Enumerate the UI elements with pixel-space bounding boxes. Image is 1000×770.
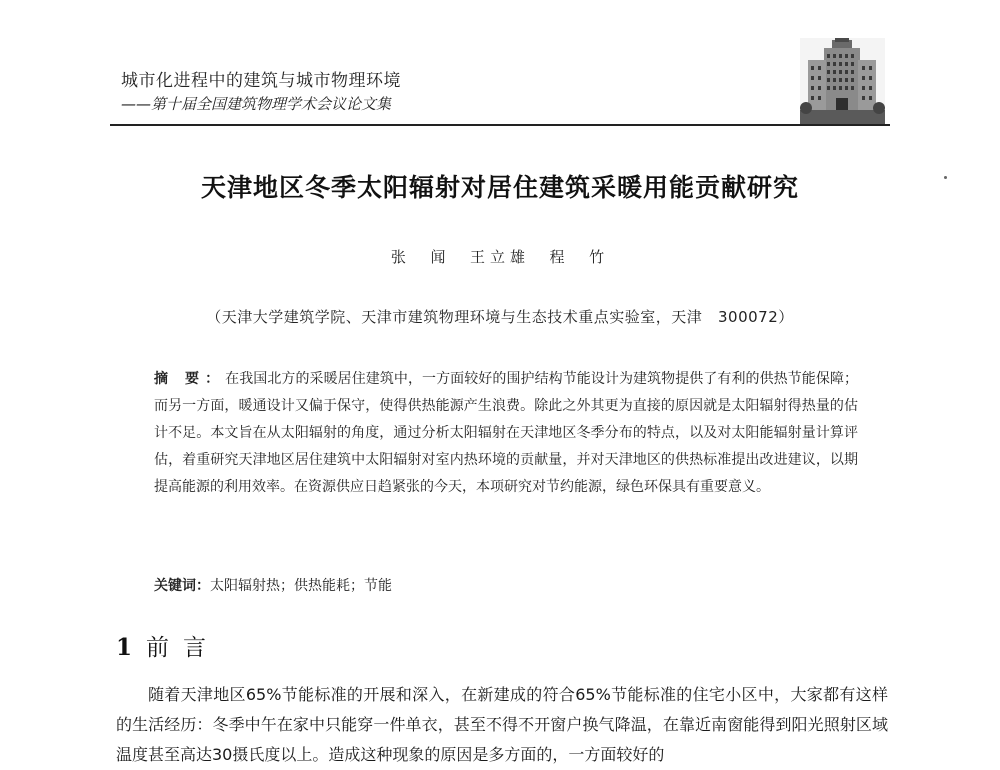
- abstract: [154, 366, 858, 501]
- keywords-label: 关键词：: [154, 578, 210, 594]
- abstract-label: 摘 要：: [154, 371, 226, 387]
- section-body: [116, 680, 888, 770]
- paper-title: 天津地区冬季太阳辐射对居住建筑采暖用能贡献研究: [200, 173, 799, 202]
- building-photo: [800, 38, 885, 124]
- header-divider: [110, 124, 890, 126]
- proceedings-subtitle: ——第十届全国建筑物理学术会议论文集: [121, 95, 392, 113]
- proceedings-title: 城市化进程中的建筑与城市物理环境: [121, 71, 401, 91]
- keywords: [154, 575, 858, 595]
- section-title: 前言: [146, 635, 221, 661]
- keywords-text: 太阳辐射热；供热能耗；节能: [210, 578, 392, 594]
- body-paragraph: 随着天津地区65%节能标准的开展和深入，在新建成的符合65%节能标准的住宅小区中，大家都有这样的生活经历：冬季中午在家中只能穿一件单衣，甚至不得不开窗户换气降温，在靠近南窗能得到阳光照射区域温度甚至高达30摄氏度以上。造成这种现象的原因是多方面的，一方面较好的: [116, 685, 888, 764]
- page-header: [121, 66, 881, 126]
- abstract-text: 在我国北方的采暖居住建筑中，一方面较好的围护结构节能设计为建筑物提供了有利的供热节能保障；而另一方面，暖通设计又偏于保守，使得供热能源产生浪费。除此之外其更为直接的原因就是太阳辐射得热量的估计不足。本文旨在从太阳辐射的角度，通过分析太阳辐射在天津地区冬季分布的特点，以及对太阳能辐射量计算评估，着重研究天津地区居住建筑中太阳辐射对室内热环境的贡献量，并对天津地区的供热标准提出改进建议，以期提高能源的利用效率。在资源供应日趋紧张的今天，本项研究对节约能源，绿色环保具有重要意义。: [154, 371, 859, 495]
- author-affiliation: （天津大学建筑学院、天津市建筑物理环境与生态技术重点实验室，天津 300072）: [206, 308, 794, 326]
- author-list: 张 闻 王立雄 程 竹: [390, 248, 610, 266]
- section-heading: [116, 629, 220, 662]
- section-number: 1: [116, 634, 133, 661]
